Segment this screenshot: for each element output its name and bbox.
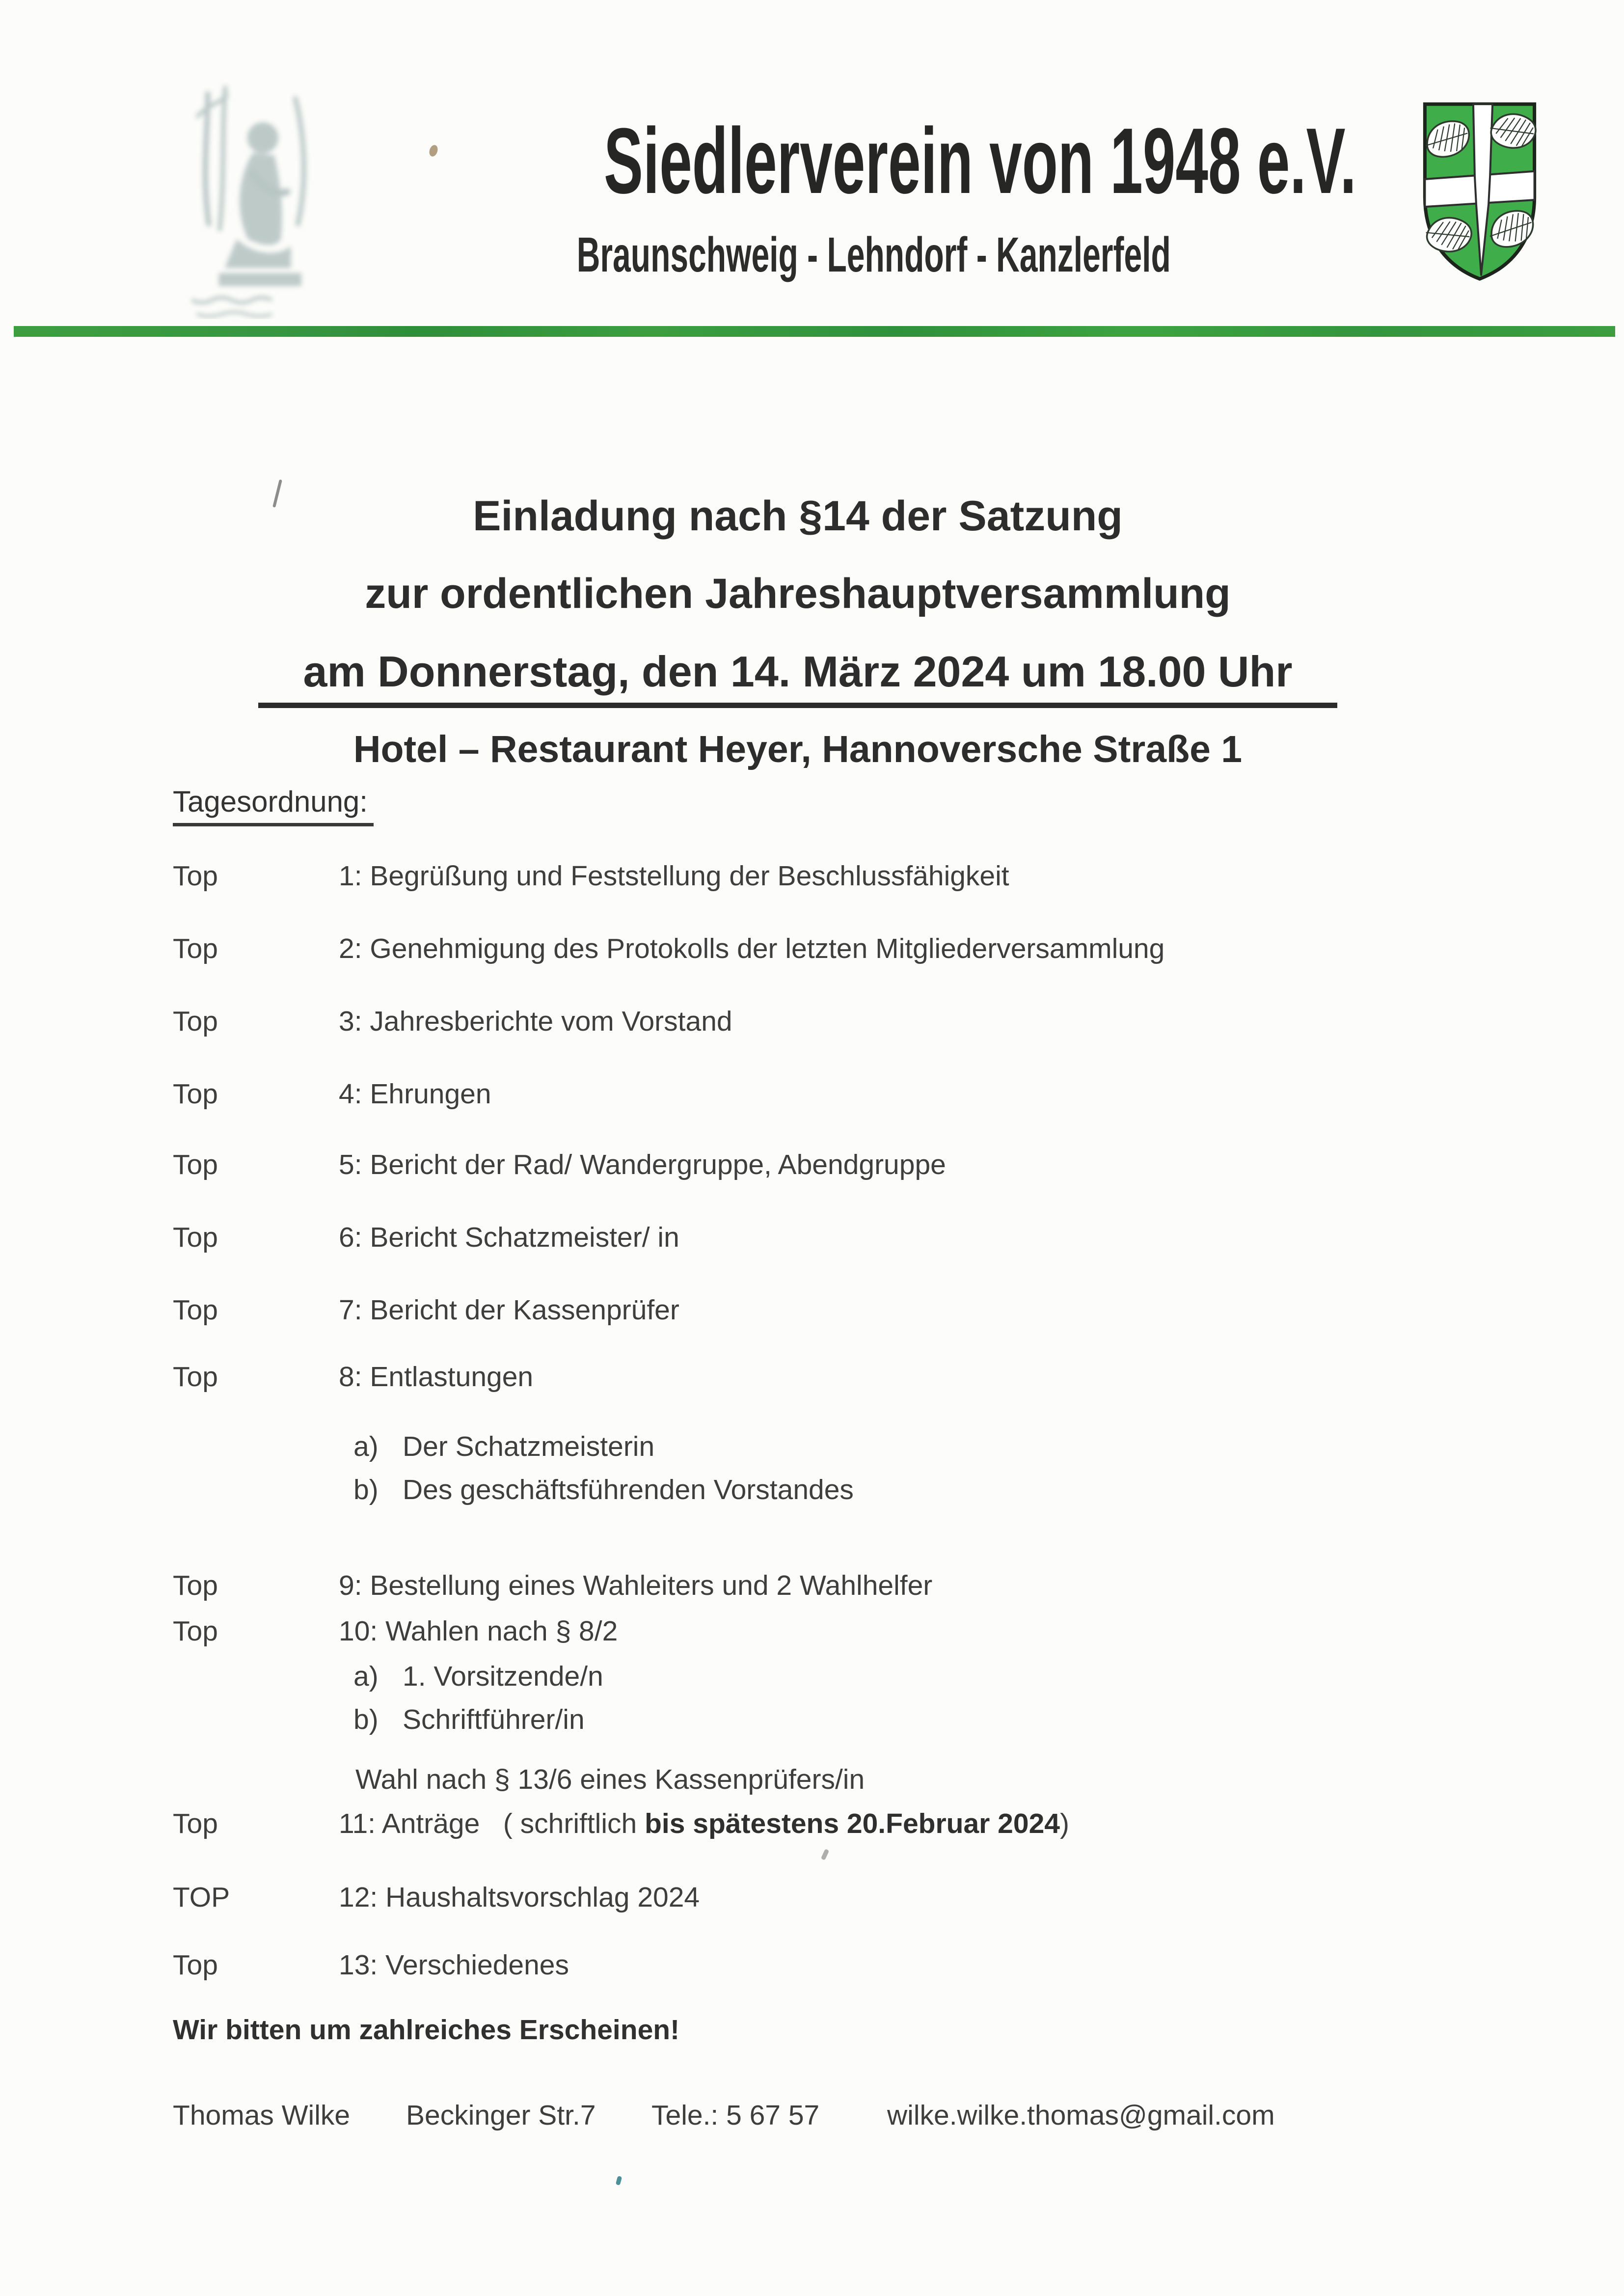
club-subtitle — [383, 229, 1365, 281]
contact-email: wilke.wilke.thomas@gmail.com — [887, 2100, 1275, 2131]
agenda-row — [173, 1947, 1550, 1983]
agenda-row-text: 7: Bericht der Kassenprüfer — [339, 1294, 679, 1326]
agenda-subrow-text: Der Schatzmeisterin — [403, 1431, 655, 1462]
invitation-date-underlined: am Donnerstag, den 14. März 2024 um 18.00 Uhr — [258, 649, 1338, 708]
invitation-heading — [0, 493, 1596, 770]
agenda-row-label: Top — [173, 933, 218, 964]
agenda-row-text: 4: Ehrungen — [339, 1078, 491, 1110]
agenda-subrow — [173, 1659, 1550, 1694]
agenda-row — [173, 1613, 1550, 1649]
agenda-subrow — [173, 1702, 1550, 1737]
agenda-row-text: 10: Wahlen nach § 8/2 — [339, 1615, 618, 1647]
agenda-subrow-label: a) — [353, 1661, 379, 1692]
agenda-subrow-text: Schriftführer/in — [403, 1704, 585, 1735]
agenda-row-text: 1: Begrüßung und Feststellung der Beschlussfähigkeit — [339, 860, 1009, 892]
agenda-row-label: TOP — [173, 1882, 230, 1913]
agenda-row — [173, 1880, 1550, 1915]
agenda-row — [173, 858, 1550, 894]
header-divider-rule — [14, 326, 1615, 337]
agenda-row — [173, 1147, 1550, 1182]
contact-name: Thomas Wilke — [173, 2100, 351, 2131]
agenda-row — [173, 931, 1550, 966]
agenda-row — [173, 1568, 1550, 1603]
contact-footer — [173, 2098, 1565, 2133]
agenda-row-label: Top — [173, 1949, 218, 1981]
agenda-row-label: Top — [173, 1078, 218, 1110]
agenda-row-text — [339, 1806, 1069, 1841]
agenda-row-label: Top — [173, 1222, 218, 1253]
agenda-row-label: Top — [173, 1808, 218, 1839]
agenda-row — [173, 1292, 1550, 1328]
invitation-line-1: Einladung nach §14 der Satzung — [473, 492, 1123, 540]
agenda-row-label: Top — [173, 1361, 218, 1393]
agenda-row-text: 5: Bericht der Rad/ Wandergruppe, Abendgruppe — [339, 1149, 946, 1180]
agenda-note-text: Wahl nach § 13/6 eines Kassenprüfers/in — [355, 1764, 865, 1795]
green-shield-cross-leaves-icon — [1418, 98, 1542, 286]
agenda-row-text-suffix: ) — [1060, 1808, 1069, 1839]
agenda-row-text: 6: Bericht Schatzmeister/ in — [339, 1222, 679, 1253]
agenda-subrow-label: b) — [353, 1474, 379, 1505]
agenda-note-row — [173, 1762, 1550, 1797]
agenda-row-text: 13: Verschiedenes — [339, 1949, 569, 1981]
agenda-row-text: 12: Haushaltsvorschlag 2024 — [339, 1882, 700, 1913]
agenda-row-text-prefix: 11: Anträge ( schriftlich — [339, 1808, 645, 1839]
agenda-row — [173, 1806, 1550, 1841]
agenda-subrow-text: 1. Vorsitzende/n — [403, 1661, 603, 1692]
agenda-subrow-text: Des geschäftsführenden Vorstandes — [403, 1474, 854, 1505]
agenda-row-label: Top — [173, 1615, 218, 1647]
agenda-heading: Tagesordnung: — [173, 785, 374, 826]
invitation-line-3 — [0, 649, 1596, 708]
agenda-row-label: Top — [173, 1570, 218, 1601]
agenda-row-label: Top — [173, 1294, 218, 1326]
agenda-row-text: 9: Bestellung eines Wahleiters und 2 Wahlhelfer — [339, 1570, 933, 1601]
agenda-row-text: 3: Jahresberichte vom Vorstand — [339, 1006, 732, 1037]
club-subtitle-text: Braunschweig - Lehndorf - Kanzlerfeld — [576, 227, 1171, 282]
agenda-subrow-label: b) — [353, 1704, 379, 1735]
agenda-row-label: Top — [173, 1006, 218, 1037]
scan-artifact-ink-speck — [616, 2176, 622, 2186]
coat-of-arms — [1418, 98, 1542, 286]
agenda-row — [173, 1359, 1550, 1394]
agenda-subrow — [173, 1472, 1550, 1507]
agenda-row — [173, 1076, 1550, 1112]
kneeling-figure-logo — [177, 74, 329, 319]
club-title — [383, 109, 1365, 213]
agenda-row — [173, 1220, 1550, 1255]
invitation-venue: Hotel – Restaurant Heyer, Hannoversche Straße 1 — [353, 728, 1243, 770]
agenda-row-label: Top — [173, 860, 218, 892]
agenda-row — [173, 1004, 1550, 1039]
agenda-row-text-bold: bis spätestens 20.Februar 2024 — [645, 1808, 1060, 1839]
letterhead — [383, 109, 1365, 282]
agenda-subrow-label: a) — [353, 1431, 379, 1462]
agenda-list — [173, 858, 1550, 2048]
club-title-text: Siedlerverein von 1948 e.V. — [604, 109, 1356, 213]
closing-appeal: Wir bitten um zahlreiches Erscheinen! — [173, 2014, 680, 2046]
agenda-row-label: Top — [173, 1149, 218, 1180]
invitation-line-2: zur ordentlichen Jahreshauptversammlung — [365, 570, 1231, 617]
agenda-subrow — [173, 1429, 1550, 1464]
agenda-row-text: 8: Entlastungen — [339, 1361, 534, 1393]
agenda-row-text: 2: Genehmigung des Protokolls der letzten Mitgliederversammlung — [339, 933, 1165, 964]
contact-address: Beckinger Str.7 — [406, 2100, 596, 2131]
kneeling-figure-icon — [177, 74, 329, 319]
contact-phone: Tele.: 5 67 57 — [651, 2100, 820, 2131]
